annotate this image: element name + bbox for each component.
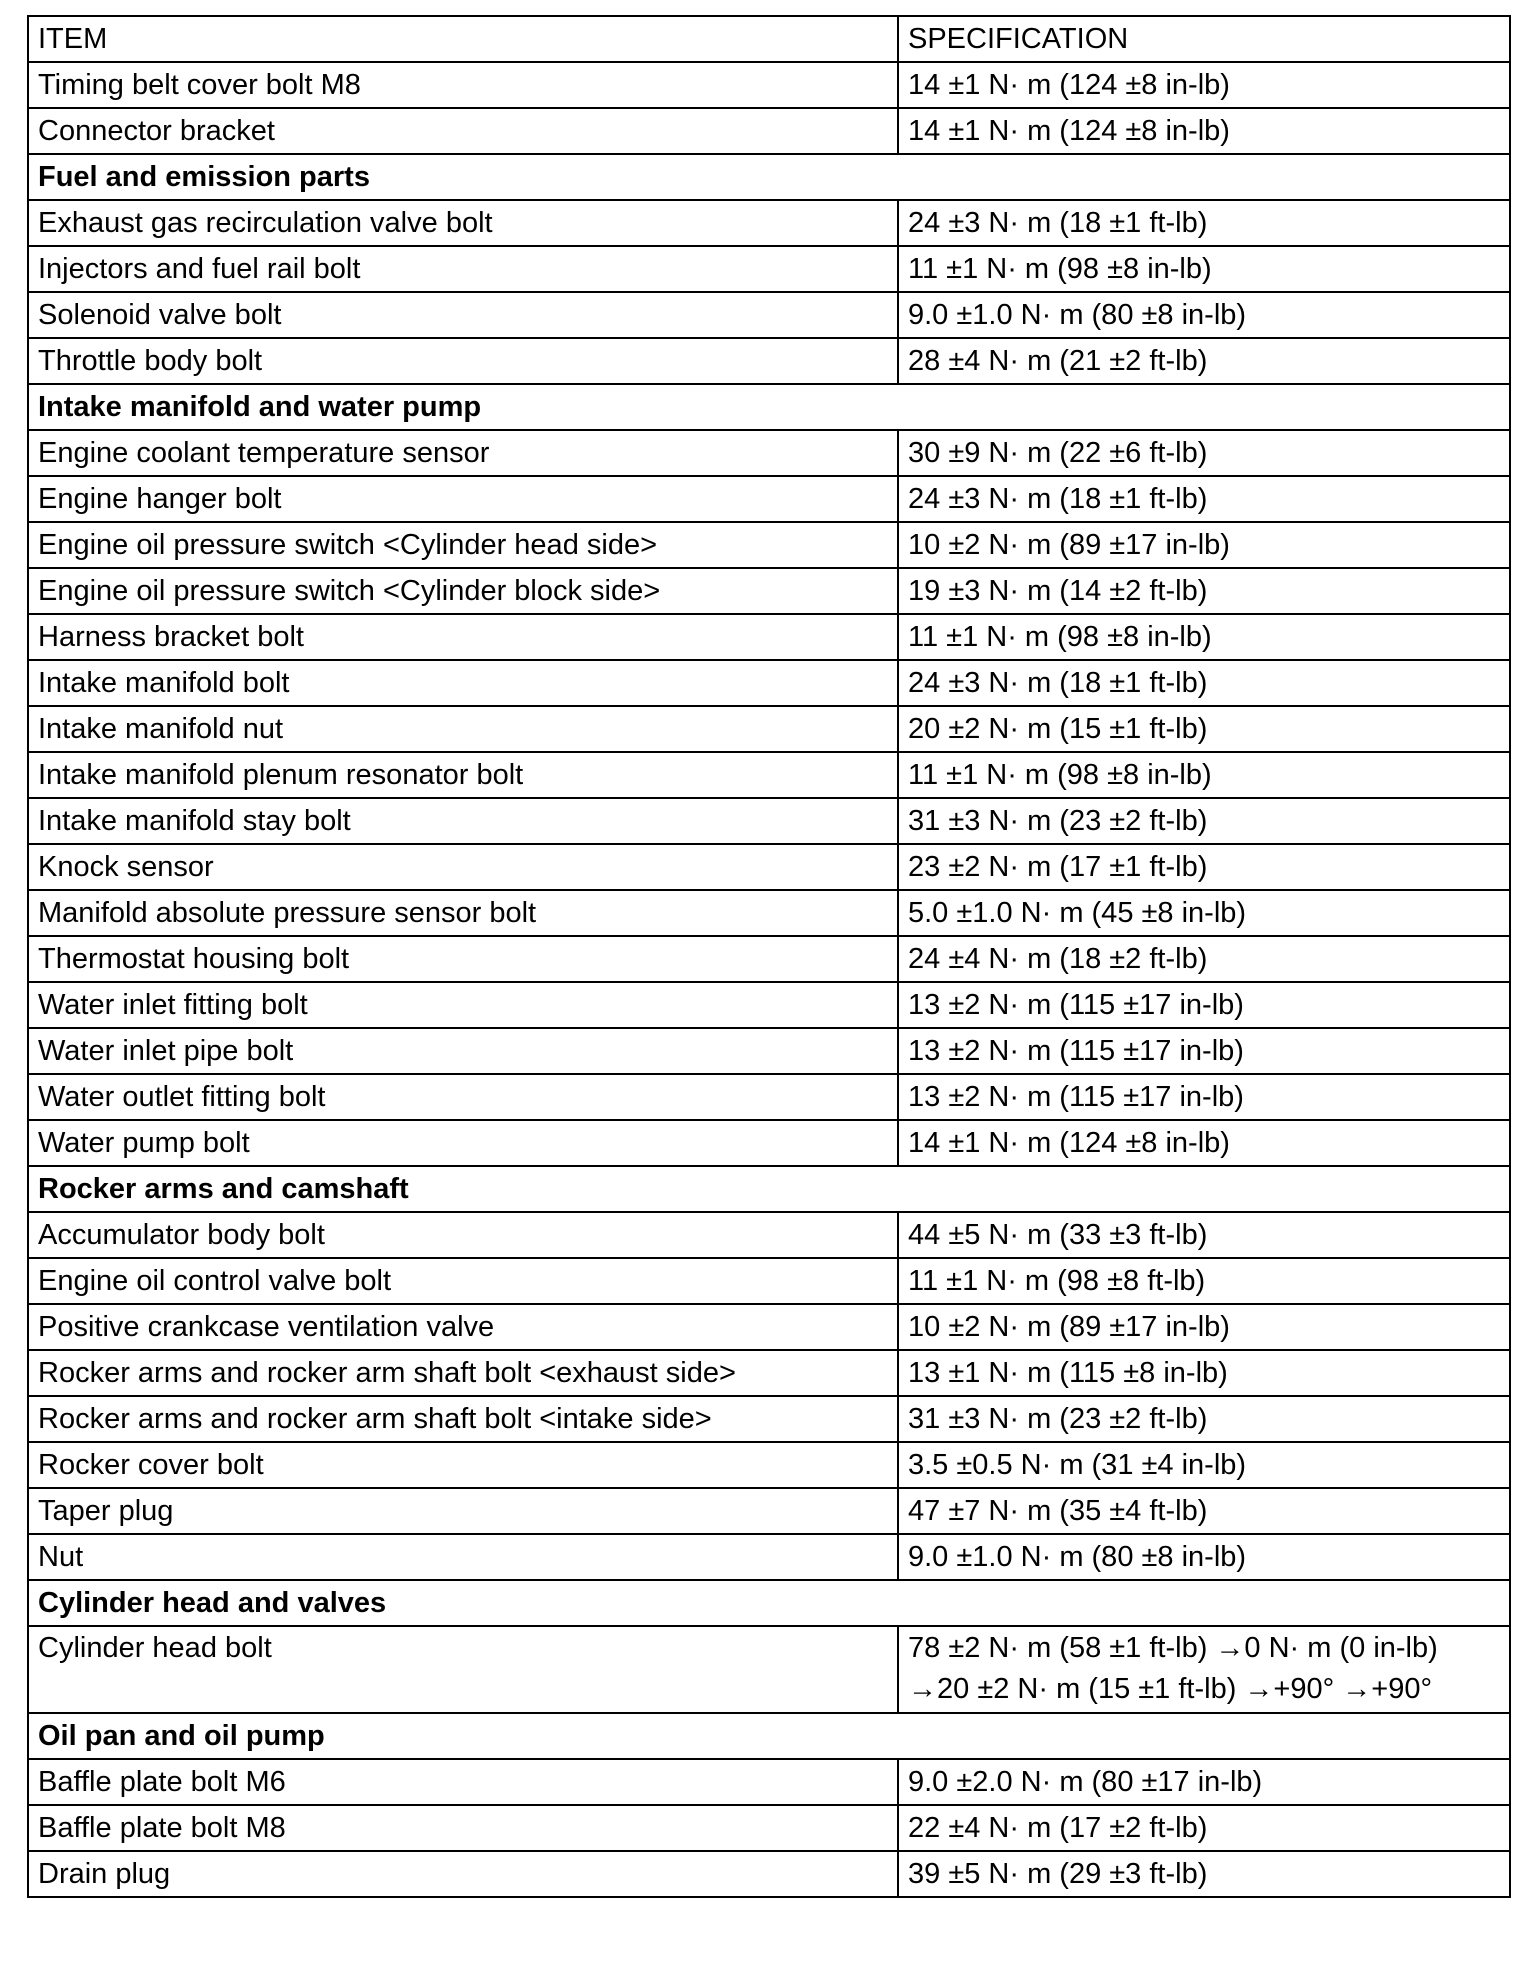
table-row [28, 1534, 1510, 1580]
item-cell: Harness bracket bolt [28, 614, 898, 660]
item-cell: Engine coolant temperature sensor [28, 430, 898, 476]
table-row [28, 200, 1510, 246]
spec-cell: 9.0 ±2.0 N· m (80 ±17 in-lb) [898, 1759, 1510, 1805]
table-row [28, 1396, 1510, 1442]
table-row [28, 292, 1510, 338]
spec-cell: 13 ±2 N· m (115 ±17 in-lb) [898, 1028, 1510, 1074]
table-row [28, 338, 1510, 384]
section-row [28, 1166, 1510, 1212]
item-cell: Timing belt cover bolt M8 [28, 62, 898, 108]
spec-line: 78 ±2 N· m (58 ±1 ft-lb) →0 N· m (0 in-lb) [908, 1632, 1438, 1664]
table-row [28, 1626, 1510, 1713]
table-row [28, 1212, 1510, 1258]
table-header-row [28, 16, 1510, 62]
spec-cell: 5.0 ±1.0 N· m (45 ±8 in-lb) [898, 890, 1510, 936]
table-row [28, 660, 1510, 706]
item-cell: Engine oil pressure switch <Cylinder head side> [28, 522, 898, 568]
table-row [28, 752, 1510, 798]
table-row [28, 522, 1510, 568]
table-row [28, 108, 1510, 154]
table-row [28, 614, 1510, 660]
item-cell: Manifold absolute pressure sensor bolt [28, 890, 898, 936]
section-row [28, 154, 1510, 200]
table-row [28, 844, 1510, 890]
table-row [28, 1258, 1510, 1304]
section-title: Intake manifold and water pump [28, 384, 1510, 430]
spec-cell: 24 ±3 N· m (18 ±1 ft-lb) [898, 200, 1510, 246]
item-cell: Intake manifold bolt [28, 660, 898, 706]
section-title: Cylinder head and valves [28, 1580, 1510, 1626]
item-cell: Injectors and fuel rail bolt [28, 246, 898, 292]
item-cell: Water inlet fitting bolt [28, 982, 898, 1028]
spec-line: →20 ±2 N· m (15 ±1 ft-lb) →+90° →+90° [908, 1673, 1433, 1705]
table-row [28, 476, 1510, 522]
table-row [28, 1028, 1510, 1074]
item-cell: Engine oil pressure switch <Cylinder block side> [28, 568, 898, 614]
spec-cell: 22 ±4 N· m (17 ±2 ft-lb) [898, 1805, 1510, 1851]
spec-cell: 13 ±2 N· m (115 ±17 in-lb) [898, 1074, 1510, 1120]
item-cell: Thermostat housing bolt [28, 936, 898, 982]
section-title: Rocker arms and camshaft [28, 1166, 1510, 1212]
spec-cell: 19 ±3 N· m (14 ±2 ft-lb) [898, 568, 1510, 614]
spec-cell: 10 ±2 N· m (89 ±17 in-lb) [898, 522, 1510, 568]
table-row [28, 1120, 1510, 1166]
table-row [28, 1350, 1510, 1396]
table-row [28, 1442, 1510, 1488]
item-cell: Water inlet pipe bolt [28, 1028, 898, 1074]
item-cell: Connector bracket [28, 108, 898, 154]
spec-cell: 47 ±7 N· m (35 ±4 ft-lb) [898, 1488, 1510, 1534]
spec-cell: 10 ±2 N· m (89 ±17 in-lb) [898, 1304, 1510, 1350]
item-cell: Water pump bolt [28, 1120, 898, 1166]
table-row [28, 706, 1510, 752]
item-cell: Engine oil control valve bolt [28, 1258, 898, 1304]
item-cell: Intake manifold plenum resonator bolt [28, 752, 898, 798]
spec-cell [898, 1626, 1510, 1713]
item-cell: Accumulator body bolt [28, 1212, 898, 1258]
table-row [28, 246, 1510, 292]
spec-cell: 9.0 ±1.0 N· m (80 ±8 in-lb) [898, 1534, 1510, 1580]
section-row [28, 384, 1510, 430]
item-cell: Positive crankcase ventilation valve [28, 1304, 898, 1350]
spec-cell: 30 ±9 N· m (22 ±6 ft-lb) [898, 430, 1510, 476]
table-row [28, 890, 1510, 936]
table-row [28, 568, 1510, 614]
table-row [28, 798, 1510, 844]
spec-cell: 13 ±1 N· m (115 ±8 in-lb) [898, 1350, 1510, 1396]
spec-cell: 11 ±1 N· m (98 ±8 in-lb) [898, 752, 1510, 798]
table-row [28, 1851, 1510, 1897]
item-cell: Rocker arms and rocker arm shaft bolt <exhaust side> [28, 1350, 898, 1396]
item-cell: Exhaust gas recirculation valve bolt [28, 200, 898, 246]
table-row [28, 1074, 1510, 1120]
spec-cell: 24 ±3 N· m (18 ±1 ft-lb) [898, 476, 1510, 522]
section-row [28, 1713, 1510, 1759]
item-cell: Taper plug [28, 1488, 898, 1534]
header-item: ITEM [28, 16, 898, 62]
section-row [28, 1580, 1510, 1626]
section-title: Fuel and emission parts [28, 154, 1510, 200]
item-cell: Baffle plate bolt M8 [28, 1805, 898, 1851]
item-cell: Nut [28, 1534, 898, 1580]
spec-cell: 14 ±1 N· m (124 ±8 in-lb) [898, 108, 1510, 154]
item-cell: Engine hanger bolt [28, 476, 898, 522]
table-row [28, 1488, 1510, 1534]
item-cell: Throttle body bolt [28, 338, 898, 384]
spec-cell: 31 ±3 N· m (23 ±2 ft-lb) [898, 1396, 1510, 1442]
table-row [28, 1304, 1510, 1350]
spec-cell: 9.0 ±1.0 N· m (80 ±8 in-lb) [898, 292, 1510, 338]
table-body [28, 62, 1510, 1897]
item-cell: Cylinder head bolt [28, 1626, 898, 1713]
spec-cell: 11 ±1 N· m (98 ±8 in-lb) [898, 246, 1510, 292]
item-cell: Baffle plate bolt M6 [28, 1759, 898, 1805]
spec-cell: 39 ±5 N· m (29 ±3 ft-lb) [898, 1851, 1510, 1897]
item-cell: Drain plug [28, 1851, 898, 1897]
table-row [28, 936, 1510, 982]
spec-cell: 24 ±4 N· m (18 ±2 ft-lb) [898, 936, 1510, 982]
table-row [28, 430, 1510, 476]
header-specification: SPECIFICATION [898, 16, 1510, 62]
spec-cell: 14 ±1 N· m (124 ±8 in-lb) [898, 1120, 1510, 1166]
section-title: Oil pan and oil pump [28, 1713, 1510, 1759]
spec-cell: 20 ±2 N· m (15 ±1 ft-lb) [898, 706, 1510, 752]
item-cell: Rocker arms and rocker arm shaft bolt <intake side> [28, 1396, 898, 1442]
table-row [28, 982, 1510, 1028]
table-row [28, 1805, 1510, 1851]
spec-cell: 44 ±5 N· m (33 ±3 ft-lb) [898, 1212, 1510, 1258]
spec-cell: 13 ±2 N· m (115 ±17 in-lb) [898, 982, 1510, 1028]
table-row [28, 1759, 1510, 1805]
spec-cell: 28 ±4 N· m (21 ±2 ft-lb) [898, 338, 1510, 384]
spec-cell: 24 ±3 N· m (18 ±1 ft-lb) [898, 660, 1510, 706]
spec-cell: 11 ±1 N· m (98 ±8 ft-lb) [898, 1258, 1510, 1304]
spec-cell: 31 ±3 N· m (23 ±2 ft-lb) [898, 798, 1510, 844]
torque-spec-table [27, 15, 1511, 1898]
spec-cell: 14 ±1 N· m (124 ±8 in-lb) [898, 62, 1510, 108]
spec-cell: 23 ±2 N· m (17 ±1 ft-lb) [898, 844, 1510, 890]
spec-cell: 11 ±1 N· m (98 ±8 in-lb) [898, 614, 1510, 660]
item-cell: Intake manifold nut [28, 706, 898, 752]
item-cell: Rocker cover bolt [28, 1442, 898, 1488]
item-cell: Solenoid valve bolt [28, 292, 898, 338]
spec-cell: 3.5 ±0.5 N· m (31 ±4 in-lb) [898, 1442, 1510, 1488]
item-cell: Water outlet fitting bolt [28, 1074, 898, 1120]
item-cell: Intake manifold stay bolt [28, 798, 898, 844]
item-cell: Knock sensor [28, 844, 898, 890]
table-row [28, 62, 1510, 108]
